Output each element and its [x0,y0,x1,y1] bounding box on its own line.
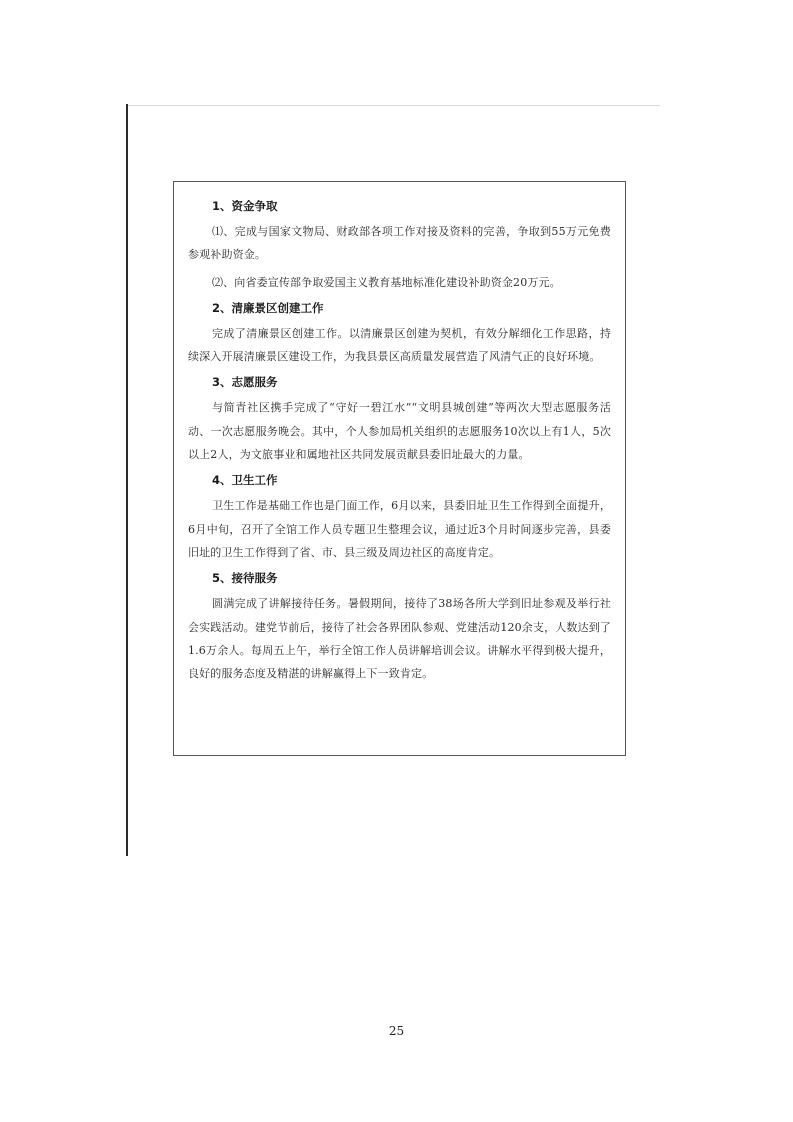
paragraph: ⑵、向省委宣传部争取爱国主义教育基地标准化建设补助资金20万元。 [212,275,561,289]
section-funding [188,192,611,294]
section-reception [188,564,611,685]
section-heading: 3、志愿服务 [212,375,278,390]
top-rule-line [128,105,660,106]
section-heading: 5、接待服务 [212,571,278,586]
paragraph: ⑴、完成与国家文物局、财政部各项工作对接及资料的完善，争取到55万元免费参观补助资金。 [188,225,611,262]
section-clean-scenic [188,294,611,369]
paragraph: 卫生工作是基础工作也是门面工作，6月以来，县委旧址卫生工作得到全面提升，6月中旬，召开了全馆工作人员专题卫生整理会议，通过近3个月时间逐步完善，县委旧址的卫生工作得到了省、市、县三级及周边社区的高度肯定。 [188,499,611,559]
section-volunteer [188,368,611,466]
section-sanitation [188,466,611,564]
section-heading: 4、卫生工作 [212,473,278,488]
paragraph: 与简青社区携手完成了“守好一碧江水”“文明县城创建”等两次大型志愿服务活动、一次志愿服务晚会。其中，个人参加局机关组织的志愿服务10次以上有1人，5次以上2人，为文旅事业和属地社区共同发展贡献县委旧址最大的力量。 [188,401,611,462]
content-box [173,181,626,756]
section-heading: 1、资金争取 [212,199,278,213]
paragraph: 圆满完成了讲解接待任务。暑假期间，接待了38场各所大学到旧址参观及举行社会实践活动。建党节前后，接待了社会各界团队参观、党建活动120余支，人数达到了1.6万余人。每周五上午，举行全馆工作人员讲解培训会议。讲解水平得到极大提升，良好的服务态度及精湛的讲解赢得上下一致肯定。 [188,597,611,681]
paragraph: 完成了清廉景区创建工作。以清廉景区创建为契机，有效分解细化工作思路，持续深入开展清廉景区建设工作，为我县景区高质量发展营造了风清气正的良好环境。 [188,326,611,364]
section-heading: 2、清廉景区创建工作 [212,300,324,315]
binding-margin-line [126,104,128,856]
page-number: 25 [388,1024,405,1038]
